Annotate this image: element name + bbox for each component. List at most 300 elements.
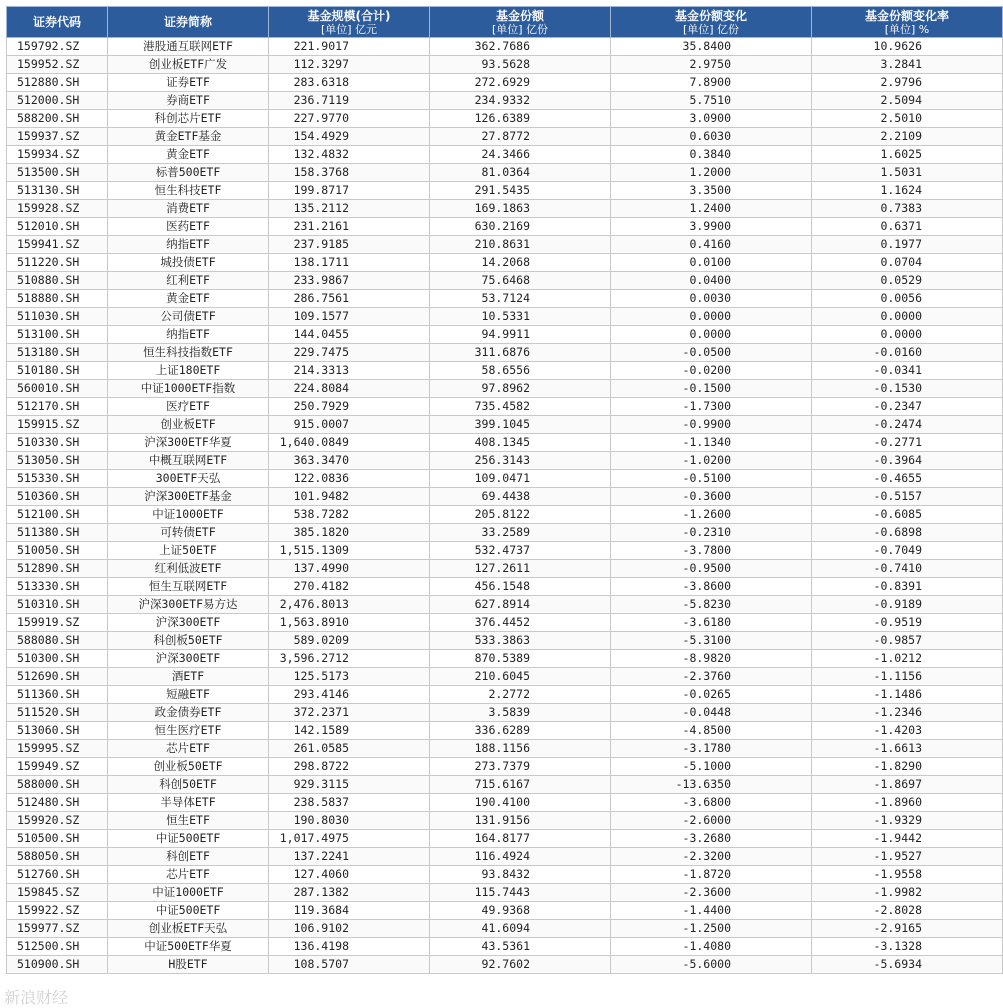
table-row <box>7 506 1003 524</box>
cell-change-rate: -1.6613 <box>812 740 1003 758</box>
cell-change-rate: -1.8697 <box>812 776 1003 794</box>
cell-change-rate: 0.0704 <box>812 254 1003 272</box>
table-row <box>7 128 1003 146</box>
cell-fund-size: 125.5173 <box>269 668 430 686</box>
cell-fund-size: 1,640.0849 <box>269 434 430 452</box>
cell-code: 510880.SH <box>7 272 108 290</box>
table-row <box>7 866 1003 884</box>
cell-code: 511380.SH <box>7 524 108 542</box>
cell-fund-size: 250.7929 <box>269 398 430 416</box>
cell-share-change: -3.6180 <box>611 614 812 632</box>
header-share-change: 基金份额变化 [单位] 亿份 <box>611 7 812 38</box>
table-row <box>7 182 1003 200</box>
table-row <box>7 56 1003 74</box>
cell-fund-shares: 97.8962 <box>430 380 611 398</box>
cell-name: 短融ETF <box>108 686 269 704</box>
cell-share-change: -2.3200 <box>611 848 812 866</box>
cell-share-change: -1.2600 <box>611 506 812 524</box>
cell-share-change: -3.2680 <box>611 830 812 848</box>
cell-share-change: -0.9500 <box>611 560 812 578</box>
table-row <box>7 758 1003 776</box>
cell-share-change: -1.8720 <box>611 866 812 884</box>
table-row <box>7 740 1003 758</box>
table-row <box>7 308 1003 326</box>
cell-code: 510310.SH <box>7 596 108 614</box>
cell-code: 159792.SZ <box>7 38 108 56</box>
cell-name: 中证1000ETF <box>108 884 269 902</box>
cell-code: 510300.SH <box>7 650 108 668</box>
cell-fund-size: 929.3115 <box>269 776 430 794</box>
cell-name: 公司债ETF <box>108 308 269 326</box>
cell-fund-shares: 24.3466 <box>430 146 611 164</box>
cell-change-rate: -1.0212 <box>812 650 1003 668</box>
cell-fund-size: 298.8722 <box>269 758 430 776</box>
cell-fund-shares: 49.9368 <box>430 902 611 920</box>
cell-change-rate: -0.6898 <box>812 524 1003 542</box>
cell-fund-shares: 456.1548 <box>430 578 611 596</box>
cell-fund-size: 237.9185 <box>269 236 430 254</box>
cell-fund-size: 101.9482 <box>269 488 430 506</box>
table-row <box>7 398 1003 416</box>
cell-change-rate: -0.1530 <box>812 380 1003 398</box>
cell-share-change: -3.6800 <box>611 794 812 812</box>
cell-fund-shares: 115.7443 <box>430 884 611 902</box>
cell-share-change: -3.1780 <box>611 740 812 758</box>
cell-share-change: 0.6030 <box>611 128 812 146</box>
cell-code: 560010.SH <box>7 380 108 398</box>
cell-code: 513180.SH <box>7 344 108 362</box>
cell-code: 513130.SH <box>7 182 108 200</box>
cell-fund-size: 270.4182 <box>269 578 430 596</box>
cell-code: 510180.SH <box>7 362 108 380</box>
cell-share-change: 0.0030 <box>611 290 812 308</box>
cell-fund-size: 227.9770 <box>269 110 430 128</box>
cell-code: 513500.SH <box>7 164 108 182</box>
cell-fund-size: 1,017.4975 <box>269 830 430 848</box>
cell-name: 中证1000ETF <box>108 506 269 524</box>
cell-share-change: 0.3840 <box>611 146 812 164</box>
cell-fund-shares: 273.7379 <box>430 758 611 776</box>
cell-fund-shares: 362.7686 <box>430 38 611 56</box>
cell-fund-size: 3,596.2712 <box>269 650 430 668</box>
cell-fund-size: 261.0585 <box>269 740 430 758</box>
cell-share-change: 0.0000 <box>611 326 812 344</box>
table-row <box>7 344 1003 362</box>
cell-code: 512760.SH <box>7 866 108 884</box>
cell-fund-size: 287.1382 <box>269 884 430 902</box>
cell-change-rate: -5.6934 <box>812 956 1003 974</box>
cell-fund-size: 109.1577 <box>269 308 430 326</box>
cell-name: 恒生ETF <box>108 812 269 830</box>
cell-name: 城投债ETF <box>108 254 269 272</box>
table-row <box>7 884 1003 902</box>
cell-name: 恒生科技ETF <box>108 182 269 200</box>
table-row <box>7 542 1003 560</box>
cell-code: 159995.SZ <box>7 740 108 758</box>
cell-name: 红利ETF <box>108 272 269 290</box>
cell-share-change: 1.2400 <box>611 200 812 218</box>
cell-code: 512500.SH <box>7 938 108 956</box>
cell-code: 512100.SH <box>7 506 108 524</box>
cell-share-change: -1.4400 <box>611 902 812 920</box>
cell-name: 中概互联网ETF <box>108 452 269 470</box>
cell-fund-size: 538.7282 <box>269 506 430 524</box>
cell-name: 科创板50ETF <box>108 632 269 650</box>
cell-change-rate: -0.7410 <box>812 560 1003 578</box>
cell-fund-size: 363.3470 <box>269 452 430 470</box>
cell-share-change: -5.3100 <box>611 632 812 650</box>
cell-code: 513330.SH <box>7 578 108 596</box>
cell-name: 纳指ETF <box>108 236 269 254</box>
cell-fund-size: 1,515.1309 <box>269 542 430 560</box>
cell-change-rate: 2.9796 <box>812 74 1003 92</box>
cell-fund-shares: 272.6929 <box>430 74 611 92</box>
cell-name: 恒生科技指数ETF <box>108 344 269 362</box>
cell-name: 科创ETF <box>108 848 269 866</box>
cell-code: 518880.SH <box>7 290 108 308</box>
cell-share-change: -1.0200 <box>611 452 812 470</box>
table-row <box>7 632 1003 650</box>
cell-fund-size: 221.9017 <box>269 38 430 56</box>
cell-name: 标普500ETF <box>108 164 269 182</box>
cell-change-rate: -0.2771 <box>812 434 1003 452</box>
cell-name: 黄金ETF <box>108 146 269 164</box>
cell-name: 沪深300ETF <box>108 614 269 632</box>
cell-name: 恒生互联网ETF <box>108 578 269 596</box>
cell-name: 纳指ETF <box>108 326 269 344</box>
cell-fund-size: 372.2371 <box>269 704 430 722</box>
cell-share-change: -3.7800 <box>611 542 812 560</box>
cell-fund-shares: 2.2772 <box>430 686 611 704</box>
table-row <box>7 146 1003 164</box>
table-header-row <box>7 7 1003 38</box>
cell-fund-shares: 92.7602 <box>430 956 611 974</box>
cell-share-change: -4.8500 <box>611 722 812 740</box>
cell-fund-shares: 715.6167 <box>430 776 611 794</box>
cell-fund-shares: 169.1863 <box>430 200 611 218</box>
cell-share-change: -0.0265 <box>611 686 812 704</box>
cell-share-change: 35.8400 <box>611 38 812 56</box>
cell-name: 创业板ETF <box>108 416 269 434</box>
cell-fund-size: 138.1711 <box>269 254 430 272</box>
cell-fund-shares: 10.5331 <box>430 308 611 326</box>
cell-name: 黄金ETF <box>108 290 269 308</box>
cell-fund-shares: 256.3143 <box>430 452 611 470</box>
cell-fund-shares: 116.4924 <box>430 848 611 866</box>
cell-change-rate: 2.5010 <box>812 110 1003 128</box>
cell-name: 沪深300ETF <box>108 650 269 668</box>
header-fund-size: 基金规模(合计) [单位] 亿元 <box>269 7 430 38</box>
cell-code: 159952.SZ <box>7 56 108 74</box>
cell-fund-shares: 399.1045 <box>430 416 611 434</box>
table-row <box>7 722 1003 740</box>
cell-change-rate: 10.9626 <box>812 38 1003 56</box>
cell-share-change: 0.0000 <box>611 308 812 326</box>
cell-share-change: -0.9900 <box>611 416 812 434</box>
cell-change-rate: -1.9442 <box>812 830 1003 848</box>
table-row <box>7 560 1003 578</box>
header-fund-shares: 基金份额 [单位] 亿份 <box>430 7 611 38</box>
table-row <box>7 776 1003 794</box>
cell-change-rate: 0.0000 <box>812 326 1003 344</box>
cell-code: 159928.SZ <box>7 200 108 218</box>
cell-fund-shares: 291.5435 <box>430 182 611 200</box>
cell-name: 中证500ETF华夏 <box>108 938 269 956</box>
table-row <box>7 668 1003 686</box>
cell-fund-size: 199.8717 <box>269 182 430 200</box>
table-row <box>7 920 1003 938</box>
table-row <box>7 254 1003 272</box>
cell-share-change: -0.3600 <box>611 488 812 506</box>
cell-fund-shares: 14.2068 <box>430 254 611 272</box>
cell-fund-shares: 210.6045 <box>430 668 611 686</box>
cell-code: 159919.SZ <box>7 614 108 632</box>
cell-fund-size: 231.2161 <box>269 218 430 236</box>
cell-fund-shares: 190.4100 <box>430 794 611 812</box>
cell-fund-shares: 41.6094 <box>430 920 611 938</box>
cell-fund-size: 122.0836 <box>269 470 430 488</box>
table-row <box>7 686 1003 704</box>
cell-code: 512690.SH <box>7 668 108 686</box>
cell-name: 可转债ETF <box>108 524 269 542</box>
cell-share-change: -0.0500 <box>611 344 812 362</box>
cell-change-rate: -0.8391 <box>812 578 1003 596</box>
cell-name: 恒生医疗ETF <box>108 722 269 740</box>
cell-name: 创业板50ETF <box>108 758 269 776</box>
cell-fund-size: 136.4198 <box>269 938 430 956</box>
cell-code: 510900.SH <box>7 956 108 974</box>
cell-name: 科创芯片ETF <box>108 110 269 128</box>
cell-share-change: -3.8600 <box>611 578 812 596</box>
table-row <box>7 956 1003 974</box>
cell-fund-size: 293.4146 <box>269 686 430 704</box>
cell-share-change: 3.9900 <box>611 218 812 236</box>
cell-fund-size: 1,563.8910 <box>269 614 430 632</box>
cell-code: 511360.SH <box>7 686 108 704</box>
cell-code: 510500.SH <box>7 830 108 848</box>
cell-fund-size: 119.3684 <box>269 902 430 920</box>
cell-change-rate: -0.2347 <box>812 398 1003 416</box>
table-row <box>7 848 1003 866</box>
cell-change-rate: -2.9165 <box>812 920 1003 938</box>
cell-fund-size: 132.4832 <box>269 146 430 164</box>
table-row <box>7 110 1003 128</box>
cell-name: 中证500ETF <box>108 902 269 920</box>
cell-fund-size: 108.5707 <box>269 956 430 974</box>
table-row <box>7 434 1003 452</box>
cell-share-change: -0.5100 <box>611 470 812 488</box>
table-row <box>7 272 1003 290</box>
cell-name: 上证50ETF <box>108 542 269 560</box>
cell-share-change: 5.7510 <box>611 92 812 110</box>
header-share-change-rate: 基金份额变化率 [单位] % <box>812 7 1003 38</box>
cell-name: 科创50ETF <box>108 776 269 794</box>
cell-name: 创业板ETF广发 <box>108 56 269 74</box>
cell-fund-shares: 630.2169 <box>430 218 611 236</box>
cell-share-change: -0.0448 <box>611 704 812 722</box>
cell-fund-shares: 336.6289 <box>430 722 611 740</box>
table-row <box>7 164 1003 182</box>
cell-share-change: -5.8230 <box>611 596 812 614</box>
cell-change-rate: 0.6371 <box>812 218 1003 236</box>
cell-code: 588000.SH <box>7 776 108 794</box>
cell-fund-size: 229.7475 <box>269 344 430 362</box>
cell-share-change: 2.9750 <box>611 56 812 74</box>
cell-name: 黄金ETF基金 <box>108 128 269 146</box>
cell-fund-shares: 53.7124 <box>430 290 611 308</box>
watermark-logo: 新浪财经 <box>4 988 69 1007</box>
cell-fund-shares: 75.6468 <box>430 272 611 290</box>
cell-share-change: -0.1500 <box>611 380 812 398</box>
table-row <box>7 236 1003 254</box>
cell-share-change: -2.3600 <box>611 884 812 902</box>
cell-change-rate: -1.2346 <box>812 704 1003 722</box>
cell-fund-shares: 27.8772 <box>430 128 611 146</box>
cell-fund-size: 238.5837 <box>269 794 430 812</box>
cell-share-change: -1.2500 <box>611 920 812 938</box>
cell-fund-size: 915.0007 <box>269 416 430 434</box>
cell-fund-shares: 205.8122 <box>430 506 611 524</box>
cell-code: 511220.SH <box>7 254 108 272</box>
cell-fund-shares: 81.0364 <box>430 164 611 182</box>
cell-fund-shares: 131.9156 <box>430 812 611 830</box>
cell-change-rate: -1.8960 <box>812 794 1003 812</box>
table-row <box>7 938 1003 956</box>
cell-share-change: -5.1000 <box>611 758 812 776</box>
cell-name: 中证500ETF <box>108 830 269 848</box>
cell-name: 上证180ETF <box>108 362 269 380</box>
cell-code: 512170.SH <box>7 398 108 416</box>
cell-fund-shares: 532.4737 <box>430 542 611 560</box>
cell-fund-size: 233.9867 <box>269 272 430 290</box>
table-row <box>7 902 1003 920</box>
cell-name: 沪深300ETF基金 <box>108 488 269 506</box>
cell-fund-shares: 188.1156 <box>430 740 611 758</box>
table-row <box>7 704 1003 722</box>
cell-fund-size: 135.2112 <box>269 200 430 218</box>
cell-fund-shares: 93.8432 <box>430 866 611 884</box>
cell-fund-shares: 94.9911 <box>430 326 611 344</box>
cell-change-rate: 0.7383 <box>812 200 1003 218</box>
cell-code: 159845.SZ <box>7 884 108 902</box>
cell-change-rate: -1.9982 <box>812 884 1003 902</box>
cell-code: 510050.SH <box>7 542 108 560</box>
table-row <box>7 812 1003 830</box>
table-row <box>7 614 1003 632</box>
cell-change-rate: 2.2109 <box>812 128 1003 146</box>
cell-change-rate: 1.1624 <box>812 182 1003 200</box>
cell-fund-shares: 126.6389 <box>430 110 611 128</box>
cell-code: 510330.SH <box>7 434 108 452</box>
cell-change-rate: -0.7049 <box>812 542 1003 560</box>
cell-code: 512010.SH <box>7 218 108 236</box>
table-row <box>7 488 1003 506</box>
table-row <box>7 596 1003 614</box>
cell-fund-shares: 3.5839 <box>430 704 611 722</box>
table-body <box>7 38 1003 974</box>
cell-fund-shares: 408.1345 <box>430 434 611 452</box>
cell-change-rate: 0.0000 <box>812 308 1003 326</box>
cell-name: H股ETF <box>108 956 269 974</box>
cell-share-change: -1.4080 <box>611 938 812 956</box>
cell-change-rate: 0.0056 <box>812 290 1003 308</box>
table-row <box>7 452 1003 470</box>
table-row <box>7 578 1003 596</box>
cell-fund-shares: 93.5628 <box>430 56 611 74</box>
cell-fund-size: 236.7119 <box>269 92 430 110</box>
cell-change-rate: 3.2841 <box>812 56 1003 74</box>
cell-fund-size: 142.1589 <box>269 722 430 740</box>
cell-fund-shares: 870.5389 <box>430 650 611 668</box>
cell-share-change: -1.7300 <box>611 398 812 416</box>
cell-code: 515330.SH <box>7 470 108 488</box>
etf-fund-share-table <box>6 6 1003 974</box>
cell-change-rate: -0.4655 <box>812 470 1003 488</box>
cell-change-rate: -0.6085 <box>812 506 1003 524</box>
cell-fund-size: 106.9102 <box>269 920 430 938</box>
cell-share-change: -5.6000 <box>611 956 812 974</box>
cell-code: 512890.SH <box>7 560 108 578</box>
cell-name: 酒ETF <box>108 668 269 686</box>
cell-fund-shares: 109.0471 <box>430 470 611 488</box>
cell-name: 300ETF天弘 <box>108 470 269 488</box>
cell-code: 512480.SH <box>7 794 108 812</box>
table-row <box>7 74 1003 92</box>
cell-code: 512000.SH <box>7 92 108 110</box>
cell-code: 159937.SZ <box>7 128 108 146</box>
cell-share-change: 3.3500 <box>611 182 812 200</box>
cell-name: 医药ETF <box>108 218 269 236</box>
cell-fund-size: 137.4990 <box>269 560 430 578</box>
cell-fund-shares: 164.8177 <box>430 830 611 848</box>
cell-fund-size: 154.4929 <box>269 128 430 146</box>
cell-name: 中证1000ETF指数 <box>108 380 269 398</box>
table-row <box>7 362 1003 380</box>
cell-fund-shares: 127.2611 <box>430 560 611 578</box>
table-row <box>7 650 1003 668</box>
cell-name: 创业板ETF天弘 <box>108 920 269 938</box>
cell-change-rate: 1.5031 <box>812 164 1003 182</box>
cell-change-rate: -0.0341 <box>812 362 1003 380</box>
cell-code: 159977.SZ <box>7 920 108 938</box>
cell-share-change: -13.6350 <box>611 776 812 794</box>
cell-fund-size: 385.1820 <box>269 524 430 542</box>
cell-name: 芯片ETF <box>108 866 269 884</box>
cell-change-rate: 0.1977 <box>812 236 1003 254</box>
cell-code: 513050.SH <box>7 452 108 470</box>
table-row <box>7 416 1003 434</box>
cell-change-rate: -1.9558 <box>812 866 1003 884</box>
cell-change-rate: -1.1156 <box>812 668 1003 686</box>
cell-fund-size: 144.0455 <box>269 326 430 344</box>
cell-fund-shares: 234.9332 <box>430 92 611 110</box>
table-row <box>7 524 1003 542</box>
cell-code: 513100.SH <box>7 326 108 344</box>
table-row <box>7 218 1003 236</box>
cell-code: 513060.SH <box>7 722 108 740</box>
cell-fund-shares: 33.2589 <box>430 524 611 542</box>
cell-name: 半导体ETF <box>108 794 269 812</box>
cell-change-rate: -2.8028 <box>812 902 1003 920</box>
cell-share-change: -8.9820 <box>611 650 812 668</box>
cell-fund-shares: 311.6876 <box>430 344 611 362</box>
cell-change-rate: -1.4203 <box>812 722 1003 740</box>
cell-fund-size: 137.2241 <box>269 848 430 866</box>
cell-code: 511520.SH <box>7 704 108 722</box>
cell-name: 芯片ETF <box>108 740 269 758</box>
header-security-name: 证券简称 <box>108 7 269 38</box>
cell-code: 588200.SH <box>7 110 108 128</box>
